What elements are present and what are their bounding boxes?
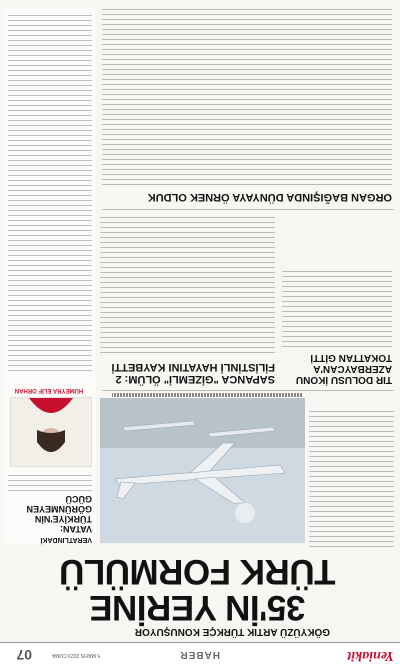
sidebar-column xyxy=(4,8,96,543)
feature-headline-line-2: TÜRK FORMÜLÜ xyxy=(59,552,336,591)
photo-caption xyxy=(102,393,302,397)
story-title-2: SAPANCA "GİZEMLİ" ÖLÜM: 2 FİLİSTİNLİ HAYATINI KAYBETTİ xyxy=(111,361,275,385)
sidebar-text xyxy=(8,11,92,371)
fine-print-lines xyxy=(309,407,394,547)
fine-print-lines xyxy=(102,9,392,185)
story-title-1: TIR DOLUSU İKONU AZERBAYCAN'A TOKATTAN GİTTİ xyxy=(295,352,392,385)
fine-print-lines xyxy=(8,13,92,371)
story-text-1 xyxy=(282,267,392,347)
story-text-2 xyxy=(100,213,275,353)
fine-print-lines xyxy=(282,269,392,347)
sidebar-title: VATAN: TÜRKİYE'NİN GÖRÜNMEYEN GÜCÜ xyxy=(26,494,92,534)
fine-print-lines xyxy=(8,473,92,491)
feature-kicker: GÖKYÜZÜ ARTIK TÜRKÇE KONUŞUYOR xyxy=(134,626,330,637)
feature-headline xyxy=(5,553,390,625)
story-text-3 xyxy=(102,7,392,185)
sidebar-kicker: VERATLINDAKİ xyxy=(40,536,92,543)
fine-print-lines xyxy=(100,215,275,353)
columnist-name: HÜMEYRA ELİF ORHAN xyxy=(14,387,84,393)
story-title-3: ORGAN BAĞIŞINDA DÜNYAYA ÖRNEK OLDUK xyxy=(147,191,392,203)
masthead xyxy=(0,642,400,665)
aircraft-photo xyxy=(100,398,305,543)
newspaper-logo: Yeniakit xyxy=(347,648,394,663)
page-number: 07 xyxy=(16,647,32,663)
feature-text-column-1 xyxy=(309,399,394,547)
section-label: HABER xyxy=(179,649,220,660)
divider-rule xyxy=(102,390,394,391)
sidebar-intro-text xyxy=(8,471,92,491)
caption-fine-print xyxy=(112,393,302,397)
columnist-illustration xyxy=(11,398,91,466)
feature-headline-line-1: 35'İN YERİNE xyxy=(89,588,306,627)
issue-date: 5 MAYIS 2023 CUMA xyxy=(52,652,100,658)
divider-rule xyxy=(102,209,394,210)
columnist-photo xyxy=(10,397,92,467)
aircraft-illustration xyxy=(100,398,305,543)
